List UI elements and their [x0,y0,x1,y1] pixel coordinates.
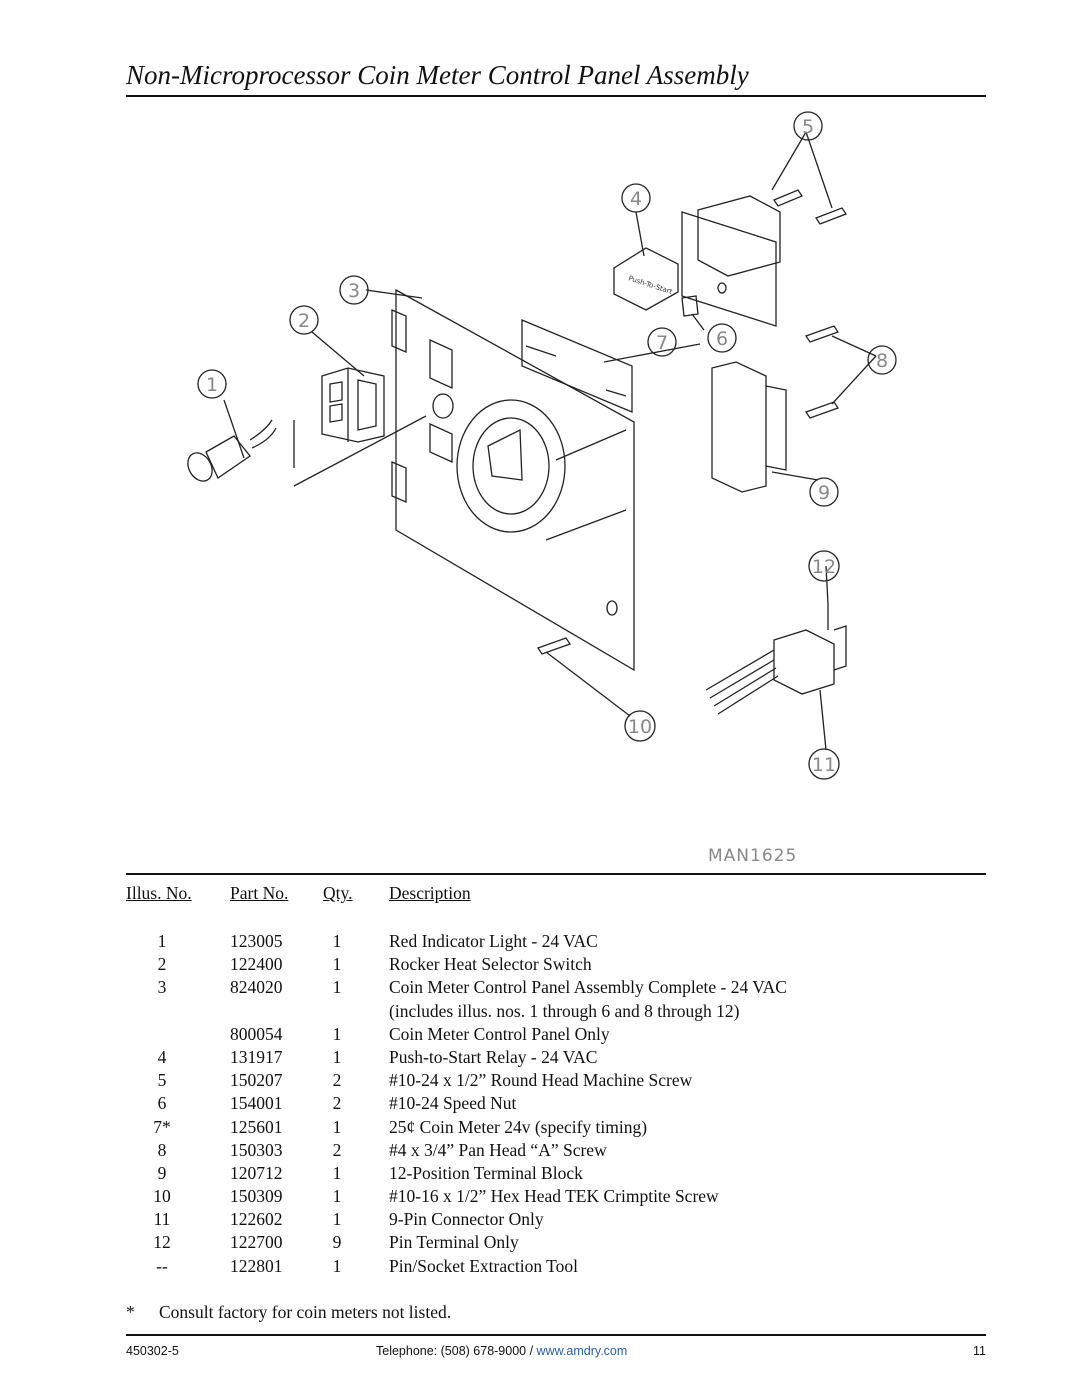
description-cell: 25¢ Coin Meter 24v (specify timing) [389,1116,648,1137]
illus-no-cell: 5 [157,1070,167,1091]
illus-no-cell: 11 [153,1209,171,1230]
description-cell: 9-Pin Connector Only [389,1209,544,1230]
callout-3: 3 [347,280,361,302]
qty-cell: 1 [332,1255,342,1276]
qty-cell: 1 [332,1186,342,1207]
callout-11: 11 [811,754,837,776]
connector-part [706,604,846,714]
figure-number: MAN1625 [708,846,798,866]
footnote [126,1302,451,1323]
website-link[interactable]: www.amdry.com [536,1344,628,1358]
illus-no-cell: 9 [157,1162,167,1183]
callout-5: 5 [801,116,815,138]
description-cell: #4 x 3/4” Pan Head “A” Screw [389,1139,607,1160]
relay-label: Push-To-Start [627,274,674,297]
parts-table-body [126,931,986,1279]
table-row [126,1256,986,1279]
rocker-switch-part [322,368,384,442]
qty-cell: 1 [332,1023,342,1044]
page-number: 11 [973,1344,986,1358]
qty-cell: 1 [332,954,342,975]
table-row [126,1047,986,1070]
description-cell: Pin/Socket Extraction Tool [389,1255,578,1276]
illus-no-cell: 1 [157,931,167,951]
header-part-no: Part No. [230,883,289,903]
table-row [126,1186,986,1209]
callout-1: 1 [205,374,219,396]
description-cell: Pin Terminal Only [389,1232,519,1253]
footer-rule [126,1334,986,1336]
table-row [126,931,986,954]
illus-no-cell: 6 [157,1093,167,1114]
part-no-cell: 150309 [230,1186,283,1207]
illus-no-cell: 7* [153,1116,171,1137]
footnote-marker: * [126,1302,135,1322]
part-no-cell: 122801 [230,1255,283,1276]
coin-meter-part [522,320,632,412]
table-row [126,1093,986,1116]
callout-9: 9 [817,482,831,504]
control-panel-part [392,290,634,670]
table-row [126,954,986,977]
part-no-cell: 150207 [230,1070,283,1091]
table-row [126,1070,986,1093]
table-row [126,1209,986,1232]
illus-no-cell: -- [156,1255,168,1276]
title-rule [126,95,986,97]
table-row [126,1140,986,1163]
part-no-cell: 150303 [230,1139,283,1160]
part-no-cell: 122400 [230,954,283,975]
parts-table [126,883,986,1276]
header-description: Description [389,883,471,903]
description-cell: Rocker Heat Selector Switch [389,954,592,975]
description-cell: Coin Meter Control Panel Assembly Complete - 24 VAC [389,977,787,998]
illus-no-cell: 10 [153,1186,171,1207]
part-no-cell: 125601 [230,1116,283,1137]
table-row [126,1001,986,1024]
qty-cell: 1 [332,1046,342,1067]
part-no-cell: 120712 [230,1162,283,1183]
callout-10: 10 [627,716,653,738]
callout-8: 8 [875,350,889,372]
part-no-cell: 123005 [230,931,283,951]
part-no-cell: 122700 [230,1232,283,1253]
part-no-cell: 122602 [230,1209,283,1230]
description-cell: (includes illus. nos. 1 through 6 and 8 through 12) [389,1000,740,1021]
illus-no-cell: 4 [157,1046,167,1067]
qty-cell: 1 [332,977,342,998]
exploded-assembly-diagram [126,100,986,870]
qty-cell: 1 [332,1162,342,1183]
callout-6: 6 [715,328,729,350]
part-no-cell: 154001 [230,1093,283,1114]
qty-cell: 2 [332,1139,342,1160]
parts-table-header [126,883,986,907]
doc-number: 450302-5 [126,1344,179,1358]
table-row [126,1024,986,1047]
table-row [126,1232,986,1255]
part-no-cell: 800054 [230,1023,283,1044]
table-top-rule [126,873,986,875]
description-cell: #10-24 Speed Nut [389,1093,517,1114]
qty-cell: 1 [332,1116,342,1137]
part-no-cell: 824020 [230,977,283,998]
illus-no-cell: 8 [157,1139,167,1160]
indicator-light-part [183,420,276,485]
qty-cell: 2 [332,1070,342,1091]
illus-no-cell: 2 [157,954,167,975]
callout-4: 4 [629,188,643,210]
illus-no-cell: 3 [157,977,167,998]
header-qty: Qty. [323,883,353,903]
table-row [126,977,986,1000]
description-cell: 12-Position Terminal Block [389,1162,583,1183]
callout-12: 12 [811,556,837,578]
description-cell: #10-16 x 1/2” Hex Head TEK Crimptite Screw [389,1186,719,1207]
phone-label: Telephone: (508) 678-9000 / [376,1344,534,1358]
footnote-text: Consult factory for coin meters not listed. [159,1302,452,1322]
table-row [126,1163,986,1186]
qty-cell: 1 [332,931,342,951]
table-row [126,1117,986,1140]
description-cell: #10-24 x 1/2” Round Head Machine Screw [389,1070,693,1091]
description-cell: Push-to-Start Relay - 24 VAC [389,1046,598,1067]
description-cell: Red Indicator Light - 24 VAC [389,931,598,951]
page-title: Non-Microprocessor Coin Meter Control Panel Assembly [126,60,749,90]
callout-2: 2 [297,310,311,332]
contact-line [376,1344,627,1358]
description-cell: Coin Meter Control Panel Only [389,1023,610,1044]
qty-cell: 9 [332,1232,342,1253]
qty-cell: 2 [332,1093,342,1114]
qty-cell: 1 [332,1209,342,1230]
illus-no-cell: 12 [153,1232,171,1253]
part-no-cell: 131917 [230,1046,283,1067]
callout-7: 7 [655,332,669,354]
header-illus-no: Illus. No. [126,883,192,903]
